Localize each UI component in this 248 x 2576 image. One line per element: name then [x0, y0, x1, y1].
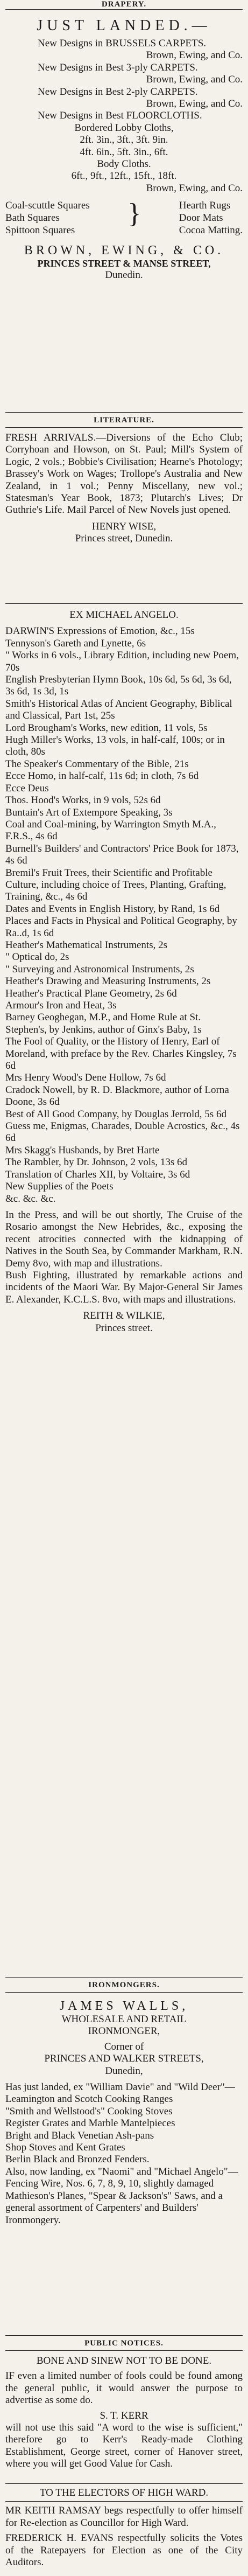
- street: Princes street.: [95, 1322, 153, 1334]
- drapery-line: Bordered Lobby Cloths,: [74, 122, 174, 134]
- divider: [5, 603, 243, 604]
- ironmongers-section: [5, 1977, 243, 2226]
- list-item: Coal-scuttle Squares: [5, 200, 90, 212]
- divider: [5, 427, 243, 428]
- firm-address: PRINCES STREET & MANSE STREET,: [37, 257, 211, 269]
- notice-body-2: will not use this said "A word to the wise is sufficient," therefore go to Kerr's Ready-made Clothing Establishment, George street, corner of Hanover street, where you will get Good Value for Cash.: [5, 2422, 243, 2470]
- ad-headline: JUST LANDED.—: [37, 17, 211, 34]
- auditor-notice: FREDERICK H. EVANS respectfully solicits the Votes of the Ratepayers for Election as one of the City Auditors.: [5, 2532, 243, 2568]
- drapery-line: 6ft., 9ft., 12ft., 15ft., 18ft.: [71, 170, 177, 182]
- drapery-line: New Designs in Best 3-ply CARPETS.: [38, 61, 198, 73]
- stock-list: Has just landed, ex "William Davie" and "Wild Deer"— Leamington and Scotch Cooking Ranges "Smith and Wellstood's" Cooking Stoves Register Grates and Marble Mantelpieces Bright and Black Venetian Ash-pans Shop Stoves and Kent Grates Berlin Black and Bronzed Fenders. Also, now landing, ex "Naomi" and "Michael Angelo"— Fencing Wire, Nos. 6, 7, 8, 9, 10, slightly damaged Mathieson's Planes, "Spear & Jackson's" Saws, and a general assortment of Carpenters' and Builders' Ironmongery.: [5, 2081, 238, 2226]
- corner-label: Corner of: [104, 2041, 144, 2052]
- book-list: DARWIN'S Expressions of Emotion, &c., 15s Tennyson's Gareth and Lynette, 6s " Works in 6 vols., Library Edition, including new Poem, 70s English Presbyterian Hymn Book, 10s 6d, 5s 6d, 3s 6d, 3s 6d, 1s 3d, 1s Smith's Historical Atlas of Ancient Geography, Biblical and Classical, Part 1st, 25s Lord Brougham's Works, new edition, 11 vols, 5s Hugh Miller's Works, 13 vols, in half-calf, 100s; or in cloth, 80s The Speaker's Commentary of the Bible, 21s Ecce Homo, in half-calf, 11s 6d; in cloth, 7s 6d Ecce Deus Thos. Hood's Works, in 9 vols, 52s 6d Buntain's Art of Extempore Speaking, 3s Coal and Coal-mining, by Warrington Smyth M.A., F.R.S., 4s 6d Burnell's Builders' and Contractors' Price Book for 1873, 4s 6d Bremil's Fruit Trees, their Scientific and Profitable Culture, including choice of Trees, Planting, Grafting, Training, &c., 4s 6d Dates and Events in English History, by Rand, 1s 6d Places and Facts in Physical and Political Geography, by Ra..d, 1s 6d Heather's Mathematical Instruments, 2s " Optical do, 2s " Surveying and Astronomical Instruments, 2s Heather's Drawing and Measuring Instruments, 2s Heather's Practical Plane Geometry, 2s 6d Armour's Iron and Heat, 3s Barney Geoghegan, M.P., and Home Rule at St. Stephen's, by Jenkins, author of Ginx's Baby, 1s The Fool of Quality, or the History of Henry, Earl of Moreland, with preface by the Rev. Charles Kingsley, 7s 6d Mrs Henry Wood's Dene Hollow, 7s 6d Cradock Nowell, by R. D. Blackmore, author of Lorna Doone, 3s 6d Best of All Good Company, by Douglas Jerrold, 5s 6d Guess me, Enigmas, Charades, Double Acrostics, &c., 4s 6d Mrs Skagg's Husbands, by Bret Harte The Rambler, by Dr. Johnson, 2 vols, 13s 6d Translation of Charles XII, by Voltaire, 3s 6d New Supplies of the Poets &c. &c. &c.: [5, 625, 240, 1205]
- divider: [5, 2335, 243, 2336]
- street: Princes street, Dunedin.: [75, 533, 173, 545]
- electors-section: [5, 2483, 243, 2568]
- literature-section: [5, 412, 243, 545]
- signer: HENRY WISE,: [91, 520, 157, 532]
- section-header: IRONMONGERS.: [88, 1981, 160, 1989]
- forthcoming: In the Press, and will be out shortly, The Cruise of the Rosario amongst the New Hebrides, &c., exposing the recent atrocities connected with the kidnapping of Natives in the South Sea, by Commander Markham, R.N. Demy 8vo, with map and illustrations. Bush Fighting, illustrated by remarkable actions and incidents of the Maori War. By Major-General Sir James E. Alexander, K.C.L.S. 8vo, with maps and illustrations.: [5, 1209, 243, 1305]
- firm-line: Brown, Ewing, and Co.: [146, 98, 243, 110]
- right-items-list: [179, 200, 243, 236]
- divider: [5, 2483, 243, 2484]
- michael-angelo-section: [5, 603, 243, 1334]
- streets: PRINCES AND WALKER STREETS,: [44, 2053, 204, 2065]
- list-item: Cocoa Matting.: [179, 224, 243, 236]
- firm-trade: IRONMONGER,: [88, 2025, 160, 2037]
- section-header: TO THE ELECTORS OF HIGH WARD.: [39, 2487, 209, 2498]
- list-item: Hearth Rugs: [179, 200, 231, 212]
- section-header: LITERATURE.: [94, 416, 154, 424]
- notice-body: IF even a limited number of fools could be found among the general public, it would answer the purpose to advertise as some do.: [5, 2370, 243, 2406]
- public-notices-section: [5, 2335, 243, 2470]
- literature-body: FRESH ARRIVALS.—Diversions of the Echo Club; Corryhoan and Howson, on St. Paul; Mill's System of Logic, 2 vols.; Bobbie's Civilisation; Hearne's Photology; Brassey's Work on Wages; Trollope's Australia and New Zealand, in 1 vol.; Penny Miscellany, new vol.; Statesman's Year Book, 1873; Plutarch's Lives; Dr Guthrie's Life. Mail Parcel of New Novels just opened.: [5, 432, 243, 516]
- divider: [5, 2350, 243, 2351]
- drapery-line: 2ft. 3in., 3ft., 3ft. 9in.: [80, 134, 168, 146]
- firm-name: REITH & WILKIE,: [83, 1310, 165, 1322]
- divider: [5, 2501, 243, 2502]
- firm-line: Brown, Ewing, and Co.: [146, 50, 243, 61]
- firm-name: JAMES WALLS,: [59, 1999, 189, 2013]
- brace-glyph: }: [127, 198, 141, 229]
- divider: [5, 1992, 243, 1993]
- firm-town: Dunedin.: [105, 269, 143, 281]
- drapery-line: New Designs in BRUSSELS CARPETS.: [38, 38, 207, 49]
- drapery-line: Body Cloths.: [97, 158, 151, 170]
- section-header: DRAPERY.: [101, 0, 147, 9]
- divider: [5, 1977, 243, 1978]
- drapery-line: New Designs in Best 2-ply CARPETS.: [38, 86, 198, 98]
- list-item: Bath Squares: [5, 212, 60, 224]
- candidate-notice: MR KEITH RAMSAY begs respectfully to offer himself for Re-election as Councillor for High Ward.: [5, 2505, 243, 2529]
- signer: S. T. KERR: [100, 2410, 148, 2421]
- notice-title: BONE AND SINEW NOT TO BE DONE.: [36, 2355, 212, 2366]
- list-item: Door Mats: [179, 212, 223, 224]
- section-header: EX MICHAEL ANGELO.: [69, 609, 179, 621]
- firm-sub: WHOLESALE AND RETAIL: [61, 2014, 187, 2025]
- list-item: Spittoon Squares: [5, 224, 75, 236]
- drapery-list: [5, 38, 243, 194]
- firm-line: Brown, Ewing, and Co.: [146, 74, 243, 86]
- divider: [5, 9, 243, 10]
- firm-line: Brown, Ewing, and Co.: [146, 182, 243, 194]
- drapery-line: 4ft. 6in., 5ft. 3in., 6ft.: [80, 146, 168, 158]
- left-items-list: [5, 200, 90, 236]
- town: Dunedin,: [105, 2065, 143, 2077]
- section-header: PUBLIC NOTICES.: [84, 2339, 164, 2348]
- drapery-line: New Designs in Best FLOORCLOTHS.: [38, 110, 202, 122]
- firm-name: BROWN, EWING, & CO.: [24, 243, 224, 257]
- divider: [5, 412, 243, 413]
- drapery-section: [5, 0, 243, 281]
